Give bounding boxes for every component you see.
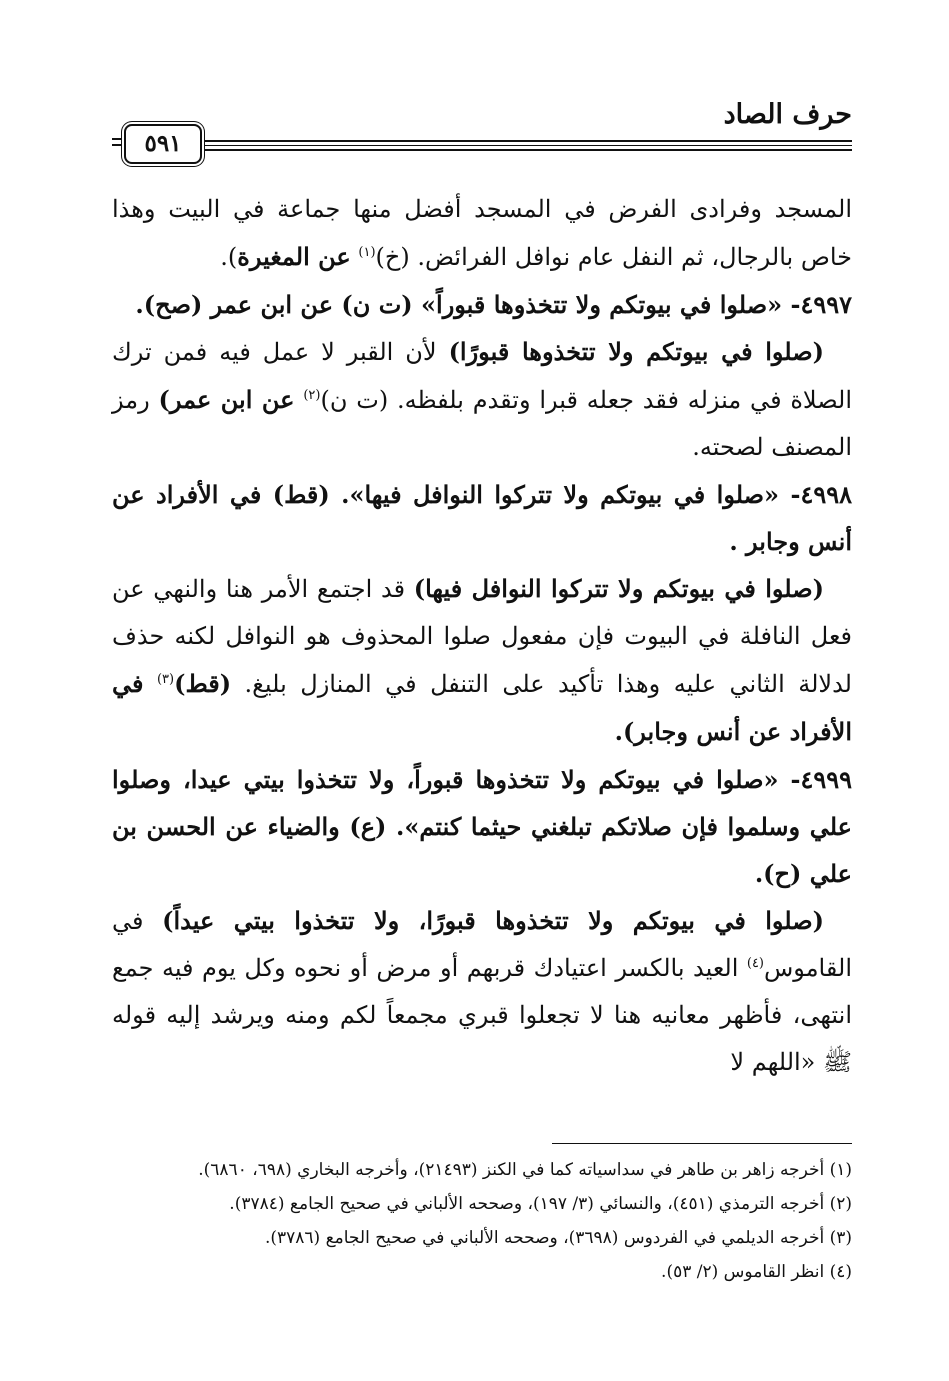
footnote-separator xyxy=(552,1143,852,1144)
footnote-ref: (١) xyxy=(358,245,376,260)
paragraph-text: قد اجتمع الأمر هنا والنهي عن فعل النافلة في البيوت فإن مفعول صلوا المحذوف هو النوافل لكنه حذف لدلالة الثاني عليه وهذا تأكيد على التنفل في المنازل بليغ. xyxy=(112,575,852,698)
quoted-hadith: (صلوا في بيوتكم ولا تتركوا النوافل فيها) xyxy=(413,574,824,603)
footnote-ref: (٢) xyxy=(303,388,321,403)
quoted-hadith: (صلوا في بيوتكم ولا تتخذوها قبورًا، ولا تتخذوا بيتي عيداً) xyxy=(162,906,824,935)
header-rule xyxy=(204,140,852,142)
hadith-heading-4998: ٤٩٩٨- «صلوا في بيوتكم ولا تتركوا النوافل فيها». (قط) في الأفراد عن أنس وجابر . xyxy=(112,480,852,556)
source-name: عن ابن عمر) xyxy=(158,385,295,414)
header-rule xyxy=(204,145,852,146)
source-name: عن المغيرة xyxy=(237,242,351,271)
page-body xyxy=(112,186,852,1086)
footnote-3: (٣) أخرجه الديلمي في الفردوس (٣٦٩٨)، وصححه الألباني في صحيح الجامع (٣٧٨٦). xyxy=(264,1228,852,1248)
hadith-heading-4999: ٤٩٩٩- «صلوا في بيوتكم ولا تتخذوها قبوراً، ولا تتخذوا بيتي عيدا، وصلوا علي وسلموا فإن صلاتكم تبلغني حيثما كنتم». (ع) والضياء عن الحسن بن علي (ح). xyxy=(112,765,852,888)
paragraph-text: في القاموس xyxy=(112,907,852,982)
hadith-heading-4997: ٤٩٩٧- «صلوا في بيوتكم ولا تتخذوها قبوراً» (ت ن) عن ابن عمر (صح). xyxy=(135,290,852,319)
header-rule xyxy=(204,149,852,151)
page-number: ٥٩١ xyxy=(124,124,202,164)
page-header xyxy=(112,96,852,176)
footnotes xyxy=(112,1153,852,1289)
paragraph xyxy=(112,186,852,281)
source-tag: (قط) xyxy=(174,669,232,698)
paragraph-text: لأن القبر لا عمل فيه فمن ترك الصلاة في منزله فقد جعله قبرا وتقدم بلفظه. (ت ن) xyxy=(112,338,853,414)
footnote-1: (١) أخرجه زاهر بن طاهر في سداسياته كما في الكنز (٢١٤٩٣)، وأخرجه البخاري (٦٩٨، ٦٨٦٠). xyxy=(198,1160,852,1180)
paragraph-text: المسجد وفرادى الفرض في المسجد أفضل منها جماعة في البيت وهذا خاص بالرجال، ثم النفل عام نوافل الفرائض. (خ) xyxy=(112,195,852,271)
paragraph-text: العيد بالكسر اعتيادك قربهم أو مرض أو نحوه وكل يوم فيه جمع انتهى، فأظهر معانيه هنا لا تجعلوا قبري مجمعاً لكم ومنه ويرشد إليه قوله ﷺ «اللهم لا xyxy=(112,954,852,1076)
footnote-ref: (٤) xyxy=(746,956,764,971)
paragraph xyxy=(112,565,852,756)
footnote-ref: (٣) xyxy=(156,672,175,687)
quoted-hadith: (صلوا في بيوتكم ولا تتخذوها قبورًا) xyxy=(448,337,824,366)
paragraph xyxy=(112,897,852,1086)
paragraph xyxy=(112,328,852,471)
page-number-ornament xyxy=(112,136,122,150)
footnote-4: (٤) انظر القاموس (٢/ ٥٣). xyxy=(661,1262,852,1282)
paragraph-text: رمز المصنف لصحته. xyxy=(112,386,852,461)
chapter-title: حرف الصاد xyxy=(723,99,852,130)
paragraph-text: ). xyxy=(220,243,238,271)
source-name: في الأفراد عن أنس وجابر). xyxy=(112,669,852,746)
footnote-2: (٢) أخرجه الترمذي (٤٥١)، والنسائي (٣/ ١٩٧)، وصححه الألباني في صحيح الجامع (٣٧٨٤). xyxy=(229,1194,852,1214)
